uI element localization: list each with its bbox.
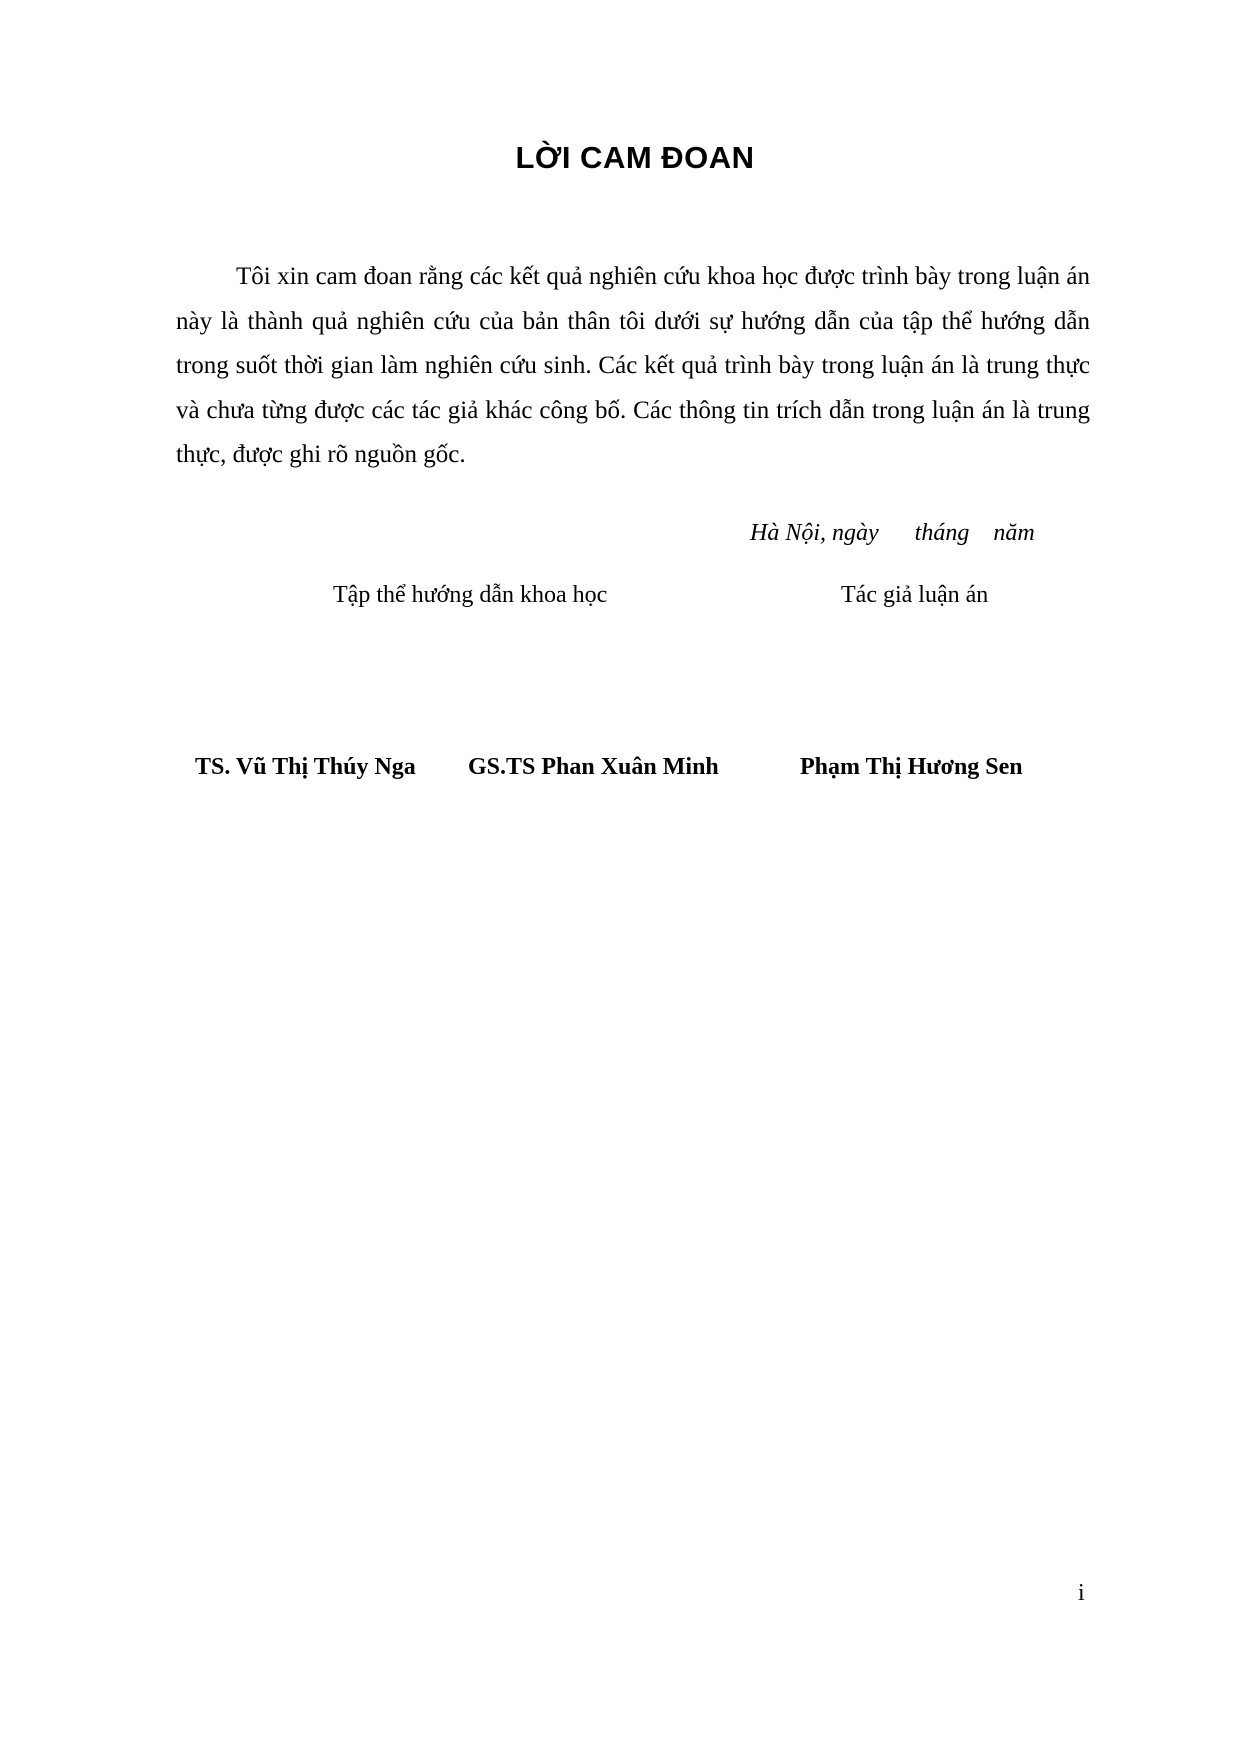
page-number: i <box>1078 1580 1085 1606</box>
page-title: LỜI CAM ĐOAN <box>515 140 755 175</box>
signatory-supervisor-2: GS.TS Phan Xuân Minh <box>468 754 719 780</box>
declaration-paragraph: Tôi xin cam đoan rằng các kết quả nghiên cứu khoa học được trình bày trong luận án này là thành quả nghiên cứu của bản thân tôi dưới sự hướng dẫn của tập thể hướng dẫn trong suốt thời gian làm nghiên cứu sinh. Các kết quả trình bày trong luận án là trung thực và chưa từng được các tác giả khác công bố. Các thông tin trích dẫn trong luận án là trung thực, được ghi rõ nguồn gốc. <box>176 263 1090 468</box>
signatory-supervisor-1: TS. Vũ Thị Thúy Nga <box>195 754 416 780</box>
supervisors-label: Tập thể hướng dẫn khoa học <box>333 582 608 608</box>
signatory-author: Phạm Thị Hương Sen <box>800 754 1023 780</box>
place-date-line: Hà Nội, ngày tháng năm <box>750 520 1035 546</box>
author-label: Tác giả luận án <box>841 582 989 608</box>
